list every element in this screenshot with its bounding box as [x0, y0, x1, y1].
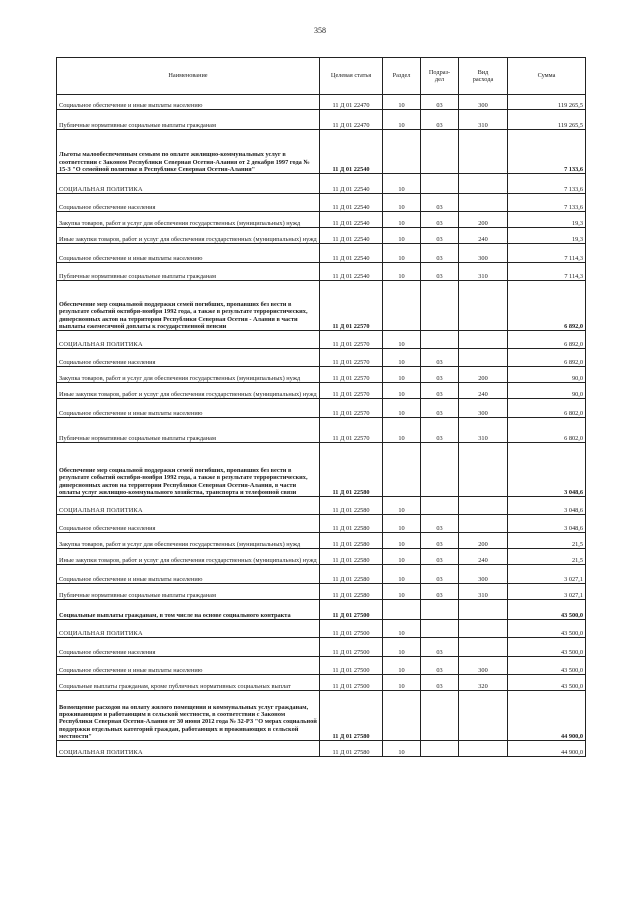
table-row	[57, 497, 586, 515]
cell-name: СОЦИАЛЬНАЯ ПОЛИТИКА	[57, 331, 320, 349]
cell-sum: 19,3	[508, 228, 586, 244]
cell-subsection: 03	[421, 349, 459, 367]
cell-expense-kind	[459, 443, 508, 497]
cell-sum: 7 133,6	[508, 194, 586, 212]
col-header-expense-kind	[459, 58, 508, 95]
cell-sum: 6 802,0	[508, 418, 586, 443]
cell-expense-kind	[459, 331, 508, 349]
cell-name: Льготы малообеспеченным семьям по оплате жилищно-коммунальных услуг в соответствии с Законом Республики Северная Осетия-Алания от 2 декабря 1997 года № 15-З "О семейной политике в Республике Северная Осетия-Алания"	[57, 130, 320, 174]
table-row	[57, 443, 586, 497]
table-row	[57, 212, 586, 228]
table-row	[57, 657, 586, 675]
cell-name: Иные закупки товаров, работ и услуг для обеспечения государственных (муниципальных) нужд	[57, 228, 320, 244]
cell-subsection: 03	[421, 675, 459, 691]
cell-subsection: 03	[421, 399, 459, 418]
cell-sum: 43 500,0	[508, 638, 586, 657]
table-row	[57, 600, 586, 620]
cell-name: СОЦИАЛЬНАЯ ПОЛИТИКА	[57, 620, 320, 638]
cell-sum: 3 027,1	[508, 565, 586, 584]
cell-sum: 3 048,6	[508, 515, 586, 533]
cell-subsection	[421, 741, 459, 757]
cell-subsection: 03	[421, 515, 459, 533]
cell-target-article: 11 Д 01 22570	[320, 399, 383, 418]
cell-name: Возмещение расходов на оплату жилого помещения и коммунальных услуг гражданам, проживающим и работающим в сельской местности, в соответствии с Законом Республики Северная Осетия-Алания от 30 июня 2012 года № 32-РЗ "О мерах социальной поддержки отдельных категорий граждан, работающих и проживающих в сельской местности"	[57, 691, 320, 741]
cell-target-article: 11 Д 01 22540	[320, 174, 383, 194]
cell-section: 10	[383, 549, 421, 565]
table-row	[57, 95, 586, 110]
cell-subsection: 03	[421, 194, 459, 212]
cell-expense-kind	[459, 130, 508, 174]
table-row	[57, 675, 586, 691]
cell-sum: 21,5	[508, 549, 586, 565]
cell-target-article: 11 Д 01 27580	[320, 691, 383, 741]
col-header-expense-kind-label: Вид расхода	[472, 68, 494, 83]
cell-section: 10	[383, 228, 421, 244]
cell-name: СОЦИАЛЬНАЯ ПОЛИТИКА	[57, 497, 320, 515]
table-header-row	[57, 58, 586, 95]
cell-sum: 21,5	[508, 533, 586, 549]
cell-target-article: 11 Д 01 27580	[320, 741, 383, 757]
cell-expense-kind	[459, 497, 508, 515]
cell-expense-kind	[459, 174, 508, 194]
cell-section: 10	[383, 110, 421, 130]
cell-subsection	[421, 497, 459, 515]
cell-subsection: 03	[421, 228, 459, 244]
cell-subsection: 03	[421, 418, 459, 443]
col-header-sum: Сумма	[508, 58, 586, 95]
cell-name: СОЦИАЛЬНАЯ ПОЛИТИКА	[57, 741, 320, 757]
cell-target-article: 11 Д 01 22570	[320, 281, 383, 331]
cell-target-article: 11 Д 01 22570	[320, 367, 383, 383]
cell-name: Публичные нормативные социальные выплаты гражданам	[57, 110, 320, 130]
table-row	[57, 584, 586, 600]
cell-target-article: 11 Д 01 22540	[320, 212, 383, 228]
cell-expense-kind: 300	[459, 565, 508, 584]
cell-section	[383, 443, 421, 497]
table-row	[57, 281, 586, 331]
cell-sum: 43 500,0	[508, 620, 586, 638]
cell-section	[383, 281, 421, 331]
cell-sum: 7 133,6	[508, 174, 586, 194]
cell-sum: 3 048,6	[508, 497, 586, 515]
cell-sum: 3 027,1	[508, 584, 586, 600]
table-row	[57, 349, 586, 367]
cell-section	[383, 600, 421, 620]
cell-target-article: 11 Д 01 22570	[320, 383, 383, 399]
table-row	[57, 399, 586, 418]
cell-name: Социальное обеспечение и иные выплаты населению	[57, 95, 320, 110]
cell-section: 10	[383, 418, 421, 443]
cell-section: 10	[383, 194, 421, 212]
cell-section: 10	[383, 620, 421, 638]
table-row	[57, 549, 586, 565]
cell-sum: 43 500,0	[508, 600, 586, 620]
cell-expense-kind	[459, 515, 508, 533]
cell-target-article: 11 Д 01 22580	[320, 443, 383, 497]
cell-section: 10	[383, 95, 421, 110]
cell-subsection	[421, 620, 459, 638]
cell-target-article: 11 Д 01 22570	[320, 331, 383, 349]
cell-sum: 44 900,0	[508, 691, 586, 741]
cell-subsection: 03	[421, 584, 459, 600]
table-row	[57, 418, 586, 443]
table-row	[57, 638, 586, 657]
cell-sum: 19,3	[508, 212, 586, 228]
cell-section: 10	[383, 565, 421, 584]
cell-section: 10	[383, 399, 421, 418]
cell-expense-kind	[459, 281, 508, 331]
table-row	[57, 228, 586, 244]
cell-name: Закупка товаров, работ и услуг для обеспечения государственных (муниципальных) нужд	[57, 212, 320, 228]
cell-expense-kind: 300	[459, 244, 508, 263]
cell-target-article: 11 Д 01 27500	[320, 675, 383, 691]
cell-sum: 90,0	[508, 383, 586, 399]
table-row	[57, 174, 586, 194]
table-row	[57, 741, 586, 757]
cell-sum: 44 900,0	[508, 741, 586, 757]
cell-expense-kind	[459, 620, 508, 638]
cell-target-article: 11 Д 01 22580	[320, 584, 383, 600]
table-row	[57, 367, 586, 383]
cell-name: Социальное обеспечение и иные выплаты населению	[57, 244, 320, 263]
cell-target-article: 11 Д 01 22580	[320, 497, 383, 515]
cell-target-article: 11 Д 01 22580	[320, 515, 383, 533]
cell-sum: 6 892,0	[508, 331, 586, 349]
cell-section	[383, 691, 421, 741]
table-row	[57, 565, 586, 584]
cell-subsection: 03	[421, 657, 459, 675]
cell-section: 10	[383, 331, 421, 349]
cell-section: 10	[383, 244, 421, 263]
cell-subsection: 03	[421, 383, 459, 399]
table-row	[57, 244, 586, 263]
cell-sum: 7 133,6	[508, 130, 586, 174]
cell-section: 10	[383, 349, 421, 367]
cell-expense-kind	[459, 349, 508, 367]
cell-name: Закупка товаров, работ и услуг для обеспечения государственных (муниципальных) нужд	[57, 367, 320, 383]
cell-subsection: 03	[421, 638, 459, 657]
cell-expense-kind: 240	[459, 549, 508, 565]
table-row	[57, 130, 586, 174]
cell-name: Обеспечение мер социальной поддержки семей погибших, пропавших без вести в результате событий октября-ноября 1992 года, а также в результате террористических, диверсионных актов на территории Республики Северная Осетия - Алания в части выплаты ежемесячной доплаты к государственной пенсии	[57, 281, 320, 331]
cell-expense-kind: 320	[459, 675, 508, 691]
cell-expense-kind: 240	[459, 383, 508, 399]
cell-subsection: 03	[421, 367, 459, 383]
col-header-target-article: Целевая статья	[320, 58, 383, 95]
cell-name: Публичные нормативные социальные выплаты гражданам	[57, 263, 320, 281]
table-row	[57, 383, 586, 399]
cell-expense-kind: 200	[459, 212, 508, 228]
table-row	[57, 620, 586, 638]
cell-subsection: 03	[421, 212, 459, 228]
budget-table	[56, 57, 586, 757]
cell-name: Социальное обеспечение населения	[57, 515, 320, 533]
cell-expense-kind: 310	[459, 110, 508, 130]
cell-name: Социальное обеспечение населения	[57, 194, 320, 212]
cell-expense-kind: 300	[459, 657, 508, 675]
cell-name: Социальное обеспечение населения	[57, 638, 320, 657]
cell-expense-kind: 310	[459, 263, 508, 281]
cell-section: 10	[383, 367, 421, 383]
cell-section: 10	[383, 533, 421, 549]
table-row	[57, 533, 586, 549]
cell-target-article: 11 Д 01 27500	[320, 600, 383, 620]
cell-target-article: 11 Д 01 22540	[320, 194, 383, 212]
cell-subsection: 03	[421, 95, 459, 110]
col-header-subsection-label: Подраз- дел	[428, 68, 451, 83]
cell-name: Социальное обеспечение и иные выплаты населению	[57, 399, 320, 418]
cell-section: 10	[383, 174, 421, 194]
cell-section: 10	[383, 638, 421, 657]
cell-target-article: 11 Д 01 27500	[320, 657, 383, 675]
cell-sum: 3 048,6	[508, 443, 586, 497]
cell-name: Обеспечение мер социальной поддержки семей погибших, пропавших без вести в результате событий октября-ноября 1992 года, а также в результате террористических, диверсионных актов на территории Республики Северная Осетия-Алания, в части оплаты услуг жилищно-коммунального хозяйства, транспорта и телефонной связи	[57, 443, 320, 497]
cell-name: Публичные нормативные социальные выплаты гражданам	[57, 584, 320, 600]
cell-name: Закупка товаров, работ и услуг для обеспечения государственных (муниципальных) нужд	[57, 533, 320, 549]
cell-sum: 7 114,3	[508, 263, 586, 281]
cell-name: Социальные выплаты гражданам, кроме публичных нормативных социальных выплат	[57, 675, 320, 691]
cell-target-article: 11 Д 01 22470	[320, 95, 383, 110]
cell-expense-kind	[459, 691, 508, 741]
cell-target-article: 11 Д 01 27500	[320, 638, 383, 657]
cell-subsection: 03	[421, 263, 459, 281]
table-row	[57, 331, 586, 349]
cell-subsection	[421, 331, 459, 349]
cell-target-article: 11 Д 01 22580	[320, 533, 383, 549]
cell-sum: 119 265,5	[508, 110, 586, 130]
cell-subsection: 03	[421, 244, 459, 263]
cell-expense-kind: 240	[459, 228, 508, 244]
cell-target-article: 11 Д 01 22540	[320, 263, 383, 281]
cell-subsection	[421, 281, 459, 331]
cell-section	[383, 130, 421, 174]
cell-section: 10	[383, 383, 421, 399]
cell-name: Социальные выплаты гражданам, в том числе на основе социального контракта	[57, 600, 320, 620]
cell-expense-kind	[459, 741, 508, 757]
cell-section: 10	[383, 675, 421, 691]
cell-expense-kind: 300	[459, 95, 508, 110]
cell-sum: 7 114,3	[508, 244, 586, 263]
cell-name: Социальное обеспечение и иные выплаты населению	[57, 565, 320, 584]
cell-expense-kind: 200	[459, 533, 508, 549]
cell-subsection	[421, 443, 459, 497]
cell-subsection	[421, 174, 459, 194]
cell-target-article: 11 Д 01 22570	[320, 418, 383, 443]
cell-name: СОЦИАЛЬНАЯ ПОЛИТИКА	[57, 174, 320, 194]
cell-expense-kind: 200	[459, 367, 508, 383]
cell-expense-kind	[459, 638, 508, 657]
cell-name: Социальное обеспечение и иные выплаты населению	[57, 657, 320, 675]
cell-target-article: 11 Д 01 22540	[320, 228, 383, 244]
cell-target-article: 11 Д 01 22580	[320, 565, 383, 584]
col-header-section: Раздел	[383, 58, 421, 95]
cell-subsection: 03	[421, 549, 459, 565]
cell-expense-kind: 310	[459, 418, 508, 443]
cell-target-article: 11 Д 01 27500	[320, 620, 383, 638]
table-row	[57, 110, 586, 130]
cell-subsection: 03	[421, 110, 459, 130]
table-row	[57, 263, 586, 281]
table-row	[57, 691, 586, 741]
cell-section: 10	[383, 515, 421, 533]
cell-subsection: 03	[421, 565, 459, 584]
cell-name: Публичные нормативные социальные выплаты гражданам	[57, 418, 320, 443]
table-row	[57, 515, 586, 533]
cell-section: 10	[383, 657, 421, 675]
col-header-subsection	[421, 58, 459, 95]
cell-section: 10	[383, 263, 421, 281]
cell-expense-kind: 310	[459, 584, 508, 600]
cell-sum: 43 500,0	[508, 675, 586, 691]
cell-sum: 90,0	[508, 367, 586, 383]
cell-sum: 6 802,0	[508, 399, 586, 418]
cell-subsection	[421, 600, 459, 620]
cell-name: Иные закупки товаров, работ и услуг для обеспечения государственных (муниципальных) нужд	[57, 549, 320, 565]
cell-subsection	[421, 130, 459, 174]
cell-section: 10	[383, 741, 421, 757]
cell-target-article: 11 Д 01 22570	[320, 349, 383, 367]
col-header-name: Наименование	[57, 58, 320, 95]
cell-expense-kind	[459, 600, 508, 620]
cell-name: Социальное обеспечение населения	[57, 349, 320, 367]
cell-name: Иные закупки товаров, работ и услуг для обеспечения государственных (муниципальных) нужд	[57, 383, 320, 399]
page-number: 358	[314, 26, 326, 35]
cell-sum: 119 265,5	[508, 95, 586, 110]
cell-expense-kind	[459, 194, 508, 212]
cell-target-article: 11 Д 01 22540	[320, 130, 383, 174]
cell-target-article: 11 Д 01 22470	[320, 110, 383, 130]
cell-subsection	[421, 691, 459, 741]
table-row	[57, 194, 586, 212]
cell-expense-kind: 300	[459, 399, 508, 418]
cell-sum: 6 892,0	[508, 349, 586, 367]
cell-subsection: 03	[421, 533, 459, 549]
cell-sum: 43 500,0	[508, 657, 586, 675]
cell-target-article: 11 Д 01 22540	[320, 244, 383, 263]
cell-section: 10	[383, 497, 421, 515]
cell-section: 10	[383, 212, 421, 228]
cell-section: 10	[383, 584, 421, 600]
cell-sum: 6 892,0	[508, 281, 586, 331]
cell-target-article: 11 Д 01 22580	[320, 549, 383, 565]
